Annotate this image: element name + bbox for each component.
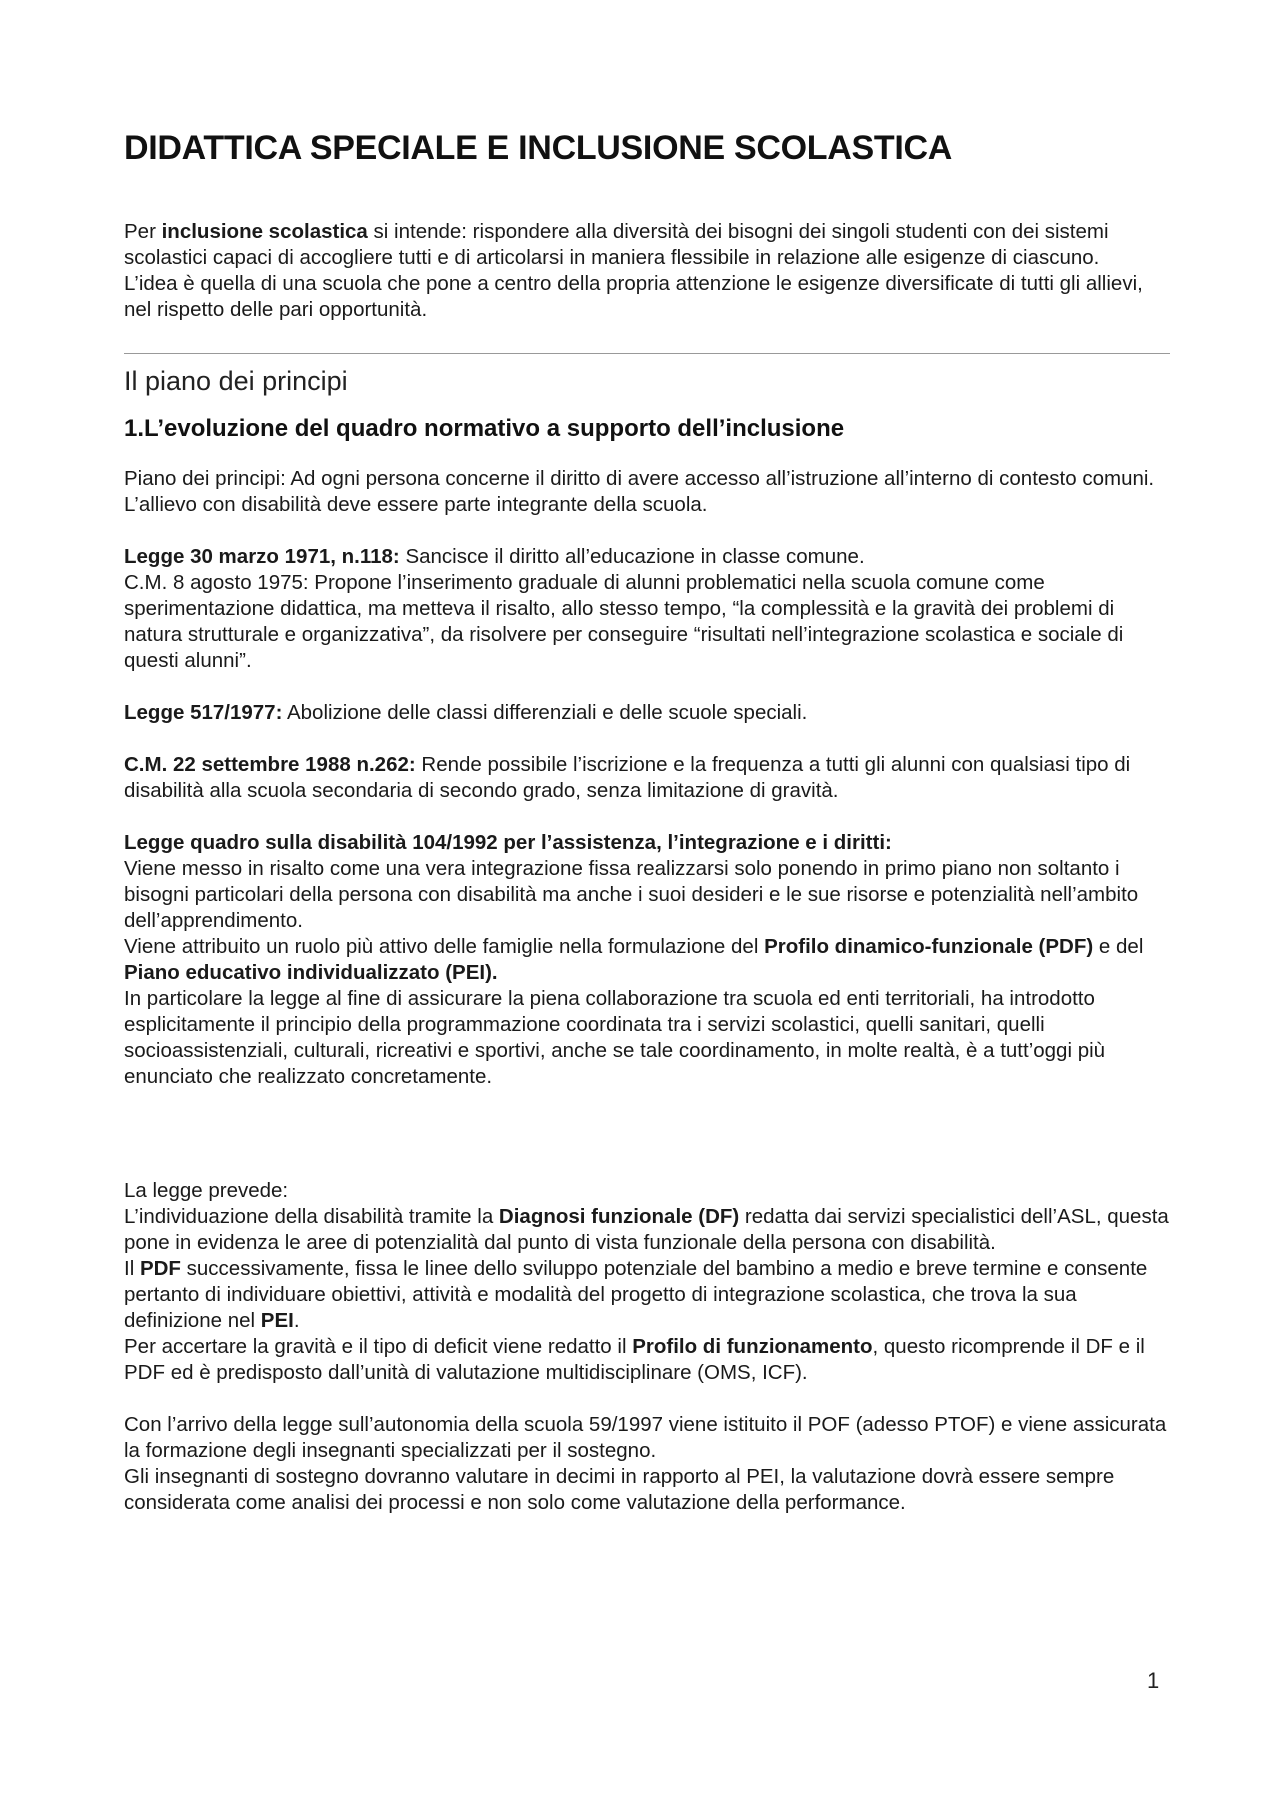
legge-1992-title: Legge quadro sulla disabilità 104/1992 per l’assistenza, l’integrazione e i diritti:	[124, 831, 892, 855]
prevede-p2-mid: successivamente, fissa le linee dello sviluppo potenziale del bambino a medio e breve termine e consente pertanto di individuare obiettivi, attività e modalità del progetto di integrazione scolastica, che trova la sua definizione nel	[124, 1257, 1148, 1333]
legge-1971-text: Sancisce il diritto all’educazione in classe comune.	[399, 545, 865, 569]
autonomia-paragraph-1: Con l’arrivo della legge sull’autonomia della scuola 59/1997 viene istituito il POF (adesso PTOF) e viene assicurata la formazione degli insegnanti specializzati per il sostegno.	[124, 1413, 1167, 1463]
legge-1992-paragraph-2	[124, 934, 1170, 986]
section-title: Il piano dei principi	[124, 366, 348, 397]
legge-1992-p2-text: Viene attribuito un ruolo più attivo delle famiglie nella formulazione del	[124, 935, 765, 959]
document-title: DIDATTICA SPECIALE E INCLUSIONE SCOLASTICA	[124, 129, 952, 167]
prevede-paragraph-2	[124, 1256, 1170, 1334]
legge-1977-text: Abolizione delle classi differenziali e delle scuole speciali.	[282, 701, 808, 725]
legge-1992-paragraph-3: In particolare la legge al fine di assicurare la piena collaborazione tra scuola ed enti territoriali, ha introdotto esplicitamente il principio della programmazione coordinata tra i servizi scolastici, quelli sanitari, quelli socioassistenziali, culturali, ricreativi e sportivi, anche se tale coordinamento, in molte realtà, è a tutt’oggi più enunciato che realizzato concretamente.	[124, 987, 1106, 1089]
section-divider	[124, 353, 1170, 354]
prevede-p1-post: redatta dai servizi specialistici dell’ASL, questa pone in evidenza le aree di potenzialità dal punto di vista funzionale della persona con disabilità.	[124, 1205, 1169, 1255]
subsection-title: 1.L’evoluzione del quadro normativo a supporto dell’inclusione	[124, 415, 845, 443]
legge-1992-p2-mid: e del	[1093, 935, 1144, 959]
page-number: 1	[1147, 1668, 1160, 1693]
legge-1977-title: Legge 517/1977:	[124, 701, 283, 725]
cm-1988-text: Rende possibile l’iscrizione e la frequenza a tutti gli alunni con qualsiasi tipo di disabilità alla scuola secondaria di secondo grado, senza limitazione di gravità.	[124, 753, 1131, 803]
prevede-paragraph-1	[124, 1204, 1170, 1256]
prevede-paragraph-3	[124, 1334, 1170, 1386]
prevede-intro: La legge prevede:	[124, 1179, 289, 1203]
legge-1977-paragraph	[124, 700, 1170, 726]
df-term: Diagnosi funzionale (DF)	[498, 1205, 740, 1229]
autonomia-paragraph-2: Gli insegnanti di sostegno dovranno valutare in decimi in rapporto al PEI, la valutazione dovrà essere sempre considerata come analisi dei processi e non solo come valutazione della performance.	[124, 1465, 1115, 1515]
intro-paragraph-2: L’idea è quella di una scuola che pone a centro della propria attenzione le esigenze diversificate di tutti gli allievi, nel rispetto delle pari opportunità.	[124, 272, 1143, 322]
cm-1975-paragraph: C.M. 8 agosto 1975: Propone l’inserimento graduale di alunni problematici nella scuola comune come sperimentazione didattica, ma metteva il risalto, allo stesso tempo, “la complessità e la gravità dei problemi di natura strutturale e organizzativa”, da risolvere per conseguire “risultati nell’integrazione scolastica e sociale di questi alunni”.	[124, 571, 1124, 673]
pdf-abbr: PDF	[139, 1257, 181, 1281]
intro-term: inclusione scolastica	[161, 220, 368, 244]
prevede-p3-text: Per accertare la gravità e il tipo di deficit viene redatto il	[124, 1335, 633, 1359]
prevede-p3-post: , questo ricomprende il DF e il PDF ed è predisposto dall’unità di valutazione multidisciplinare (OMS, ICF).	[124, 1335, 1145, 1385]
cm-1988-title: C.M. 22 settembre 1988 n.262:	[124, 753, 416, 777]
page-content	[124, 130, 1170, 1516]
legge-1992-paragraph-1: Viene messo in risalto come una vera integrazione fissa realizzarsi solo ponendo in primo piano non soltanto i bisogni particolari della persona con disabilità ma anche i suoi desideri e le sue risorse e potenzialità nell’ambito dell’apprendimento.	[124, 857, 1139, 933]
intro-paragraph	[124, 219, 1170, 271]
legge-1971-title: Legge 30 marzo 1971, n.118:	[124, 545, 400, 569]
prevede-p2-end: .	[293, 1309, 300, 1333]
legge-1992-heading	[124, 830, 1170, 856]
profilo-funzionamento-term: Profilo di funzionamento	[632, 1335, 873, 1359]
pei-term: Piano educativo individualizzato (PEI).	[124, 961, 498, 985]
intro-text: Per	[124, 220, 162, 244]
legge-1971-paragraph	[124, 544, 1170, 570]
cm-1988-paragraph	[124, 752, 1170, 804]
pdf-term: Profilo dinamico-funzionale (PDF)	[764, 935, 1094, 959]
intro-definition: si intende: rispondere alla diversità dei bisogni dei singoli studenti con dei sistemi scolastici capaci di accogliere tutti e di articolarsi in maniera flessibile in relazione alle esigenze di ciascuno.	[124, 220, 1109, 270]
pei-abbr: PEI	[260, 1309, 294, 1333]
prevede-p2-text: Il	[124, 1257, 140, 1281]
prevede-p1-text: L’individuazione della disabilità tramite la	[124, 1205, 499, 1229]
piano-paragraph: Piano dei principi: Ad ogni persona concerne il diritto di avere accesso all’istruzione all’interno di contesto comuni. L’allievo con disabilità deve essere parte integrante della scuola.	[124, 467, 1155, 517]
